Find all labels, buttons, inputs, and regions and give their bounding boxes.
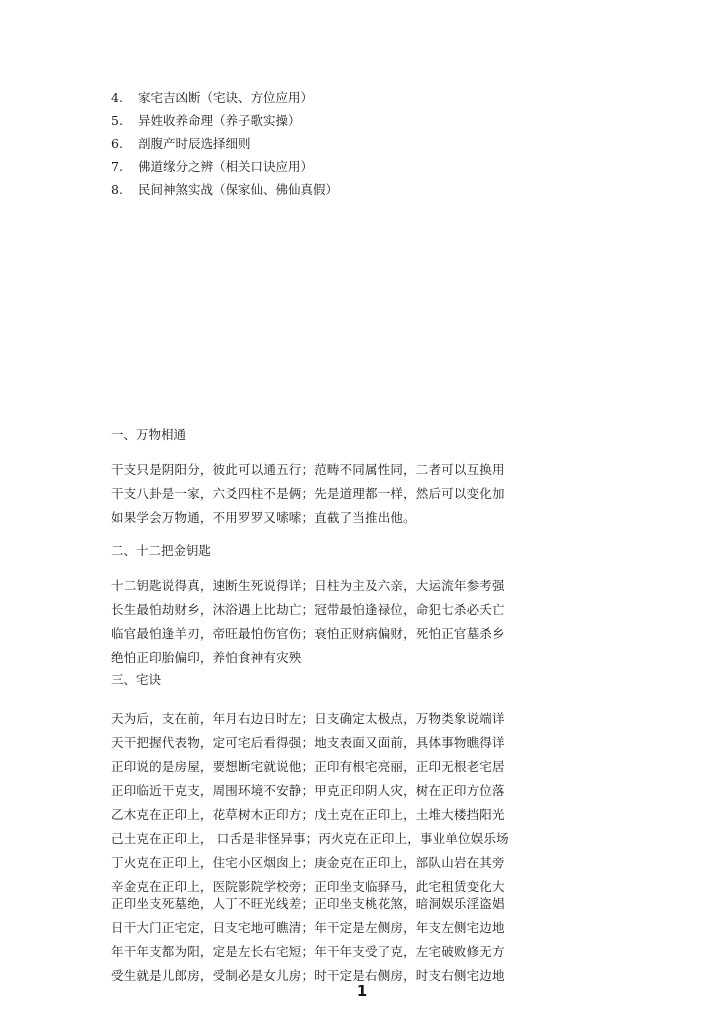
text-line: 正印坐支死墓绝，人丁不旺光线差；正印坐支桃花煞，暗洞娱乐淫盗娼 [111, 896, 505, 911]
text-line: 乙木克在正印上，花草树木正印方；戊土克在正印上，土堆大楼挡阳光 [111, 807, 505, 822]
paragraph [111, 574, 511, 670]
toc-text: 剖腹产时辰选择细则 [138, 136, 251, 151]
section-heading: 二、十二把金钥匙 [111, 543, 212, 558]
text-line: 丁火克在正印上，住宅小区烟囱上；庚金克在正印上，部队山岩在其旁 [111, 855, 505, 870]
table-of-contents [111, 86, 338, 201]
section-heading: 三、宅诀 [111, 672, 162, 687]
text-line: 干支只是阴阳分，彼此可以通五行；范畴不同属性同，二者可以互换用 [111, 462, 505, 477]
toc-text: 异姓收养命理（养子歌实操） [138, 113, 301, 128]
toc-item [111, 86, 338, 109]
paragraph [111, 458, 511, 530]
toc-item [111, 178, 338, 201]
text-line: 干支八卦是一家，六爻四柱不是俩；先是道理都一样，然后可以变化加 [111, 486, 505, 501]
toc-number: 4. [111, 90, 123, 105]
toc-item [111, 155, 338, 178]
toc-text: 民间神煞实战（保家仙、佛仙真假） [138, 182, 339, 197]
toc-number: 6. [111, 136, 123, 151]
text-line: 临官最怕逢羊刃，帝旺最怕伤官伤；衰怕正财病偏财，死怕正官墓杀乡 [111, 626, 505, 641]
text-line: 辛金克在正印上，医院影院学校旁；正印坐支临驿马，此宅租赁变化大 [111, 879, 505, 894]
toc-number: 7. [111, 159, 123, 174]
text-line: 受生就是儿郎房，受制必是女儿房；时干定是右侧房，时支右侧宅边地 [111, 968, 505, 983]
text-line: 天为后，支在前，年月右边日时左；日支确定太极点，万物类象说端详 [111, 711, 505, 726]
text-line: 日干大门正宅定，日支宅地可瞧清；年干定是左侧房，年支左侧宅边地 [111, 920, 505, 935]
toc-item [111, 132, 338, 155]
text-line: 正印临近干克支，周围环境不安静；甲克正印阴人灾，树在正印方位落 [111, 783, 505, 798]
page-number: 1 [356, 982, 368, 1000]
toc-number: 8. [111, 182, 123, 197]
text-line: 正印说的是房屋，要想断宅就说他；正印有根宅亮丽，正印无根老宅居 [111, 759, 505, 774]
paragraph [111, 892, 511, 988]
text-line: 天干把握代表物，定可宅后看得强；地支表面又面前，具体事物瞧得详 [111, 735, 505, 750]
text-line: 长生最怕劫财乡，沐浴遇上比劫亡；冠带最怕逢禄位，命犯七杀必夭亡 [111, 602, 505, 617]
toc-text: 家宅吉凶断（宅诀、方位应用） [138, 90, 314, 105]
text-line: 绝怕正印胎偏印，养怕食神有灾殃 [111, 650, 302, 665]
toc-item [111, 109, 338, 132]
section-heading: 一、万物相通 [111, 427, 187, 442]
text-line: 十二钥匙说得真，速断生死说得详；日柱为主及六亲，大运流年参考强 [111, 578, 505, 593]
toc-number: 5. [111, 113, 123, 128]
text-line: 如果学会万物通，不用罗罗又嗦嗦；直截了当推出他。 [111, 510, 416, 525]
paragraph [111, 803, 511, 899]
text-line: 己土克在正印上， 口舌是非怪异事；丙火克在正印上，事业单位娱乐场 [111, 831, 509, 846]
text-line: 年干年支都为阳，定是左长右宅短；年干年支受了克，左宅破败修无方 [111, 944, 505, 959]
toc-text: 佛道缘分之辨（相关口诀应用） [138, 159, 314, 174]
paragraph [111, 707, 511, 803]
